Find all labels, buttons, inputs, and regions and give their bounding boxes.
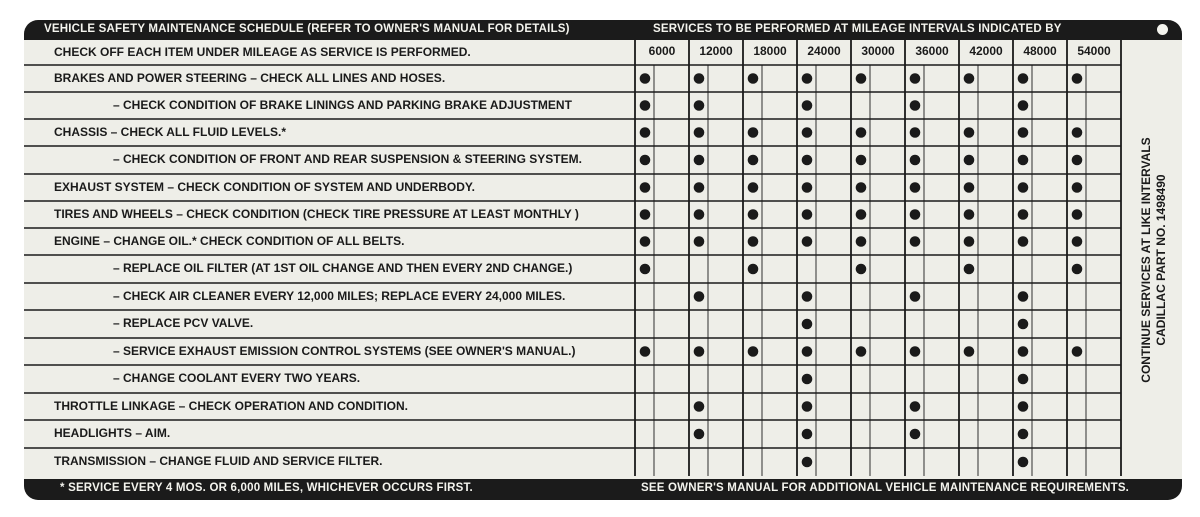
- service-dot-24000: [802, 236, 813, 247]
- service-dot-42000: [964, 155, 975, 166]
- service-dot-54000: [1072, 155, 1083, 166]
- continue-services-text: CONTINUE SERVICES AT LIKE INTERVALS: [1139, 137, 1153, 383]
- intervals-heading: SERVICES TO BE PERFORMED AT MILEAGE INTERVALS INDICATED BY: [653, 23, 1062, 35]
- service-dot-12000: [694, 100, 705, 111]
- service-dot-48000: [1018, 155, 1029, 166]
- service-dot-6000: [640, 346, 651, 357]
- mileage-header-30000: 30000: [861, 44, 895, 58]
- service-dot-18000: [748, 236, 759, 247]
- owners-manual-note: SEE OWNER'S MANUAL FOR ADDITIONAL VEHICLE MAINTENANCE REQUIREMENTS.: [641, 482, 1130, 494]
- service-item-label: HEADLIGHTS – AIM.: [54, 426, 171, 440]
- service-dot-6000: [640, 127, 651, 138]
- mileage-header-12000: 12000: [699, 44, 733, 58]
- service-dot-18000: [748, 182, 759, 193]
- service-dot-36000: [910, 346, 921, 357]
- service-dot-54000: [1072, 346, 1083, 357]
- service-dot-42000: [964, 264, 975, 275]
- service-dot-6000: [640, 236, 651, 247]
- mileage-header-54000: 54000: [1077, 44, 1111, 58]
- service-dot-12000: [694, 236, 705, 247]
- service-dot-54000: [1072, 182, 1083, 193]
- schedule-title: VEHICLE SAFETY MAINTENANCE SCHEDULE (REFER TO OWNER'S MANUAL FOR DETAILS): [44, 23, 570, 35]
- service-item-label: EXHAUST SYSTEM – CHECK CONDITION OF SYSTEM AND UNDERBODY.: [54, 179, 475, 194]
- footer-band: [24, 479, 1182, 500]
- service-dot-24000: [802, 155, 813, 166]
- service-dot-42000: [964, 209, 975, 220]
- service-dot-24000: [802, 291, 813, 302]
- service-dot-36000: [910, 401, 921, 412]
- service-dot-18000: [748, 264, 759, 275]
- service-dot-54000: [1072, 73, 1083, 84]
- service-dot-12000: [694, 73, 705, 84]
- service-dot-18000: [748, 209, 759, 220]
- side-panel: [1127, 44, 1182, 476]
- mileage-header-24000: 24000: [807, 44, 841, 58]
- service-dot-6000: [640, 264, 651, 275]
- service-dot-48000: [1018, 374, 1029, 385]
- service-dot-36000: [910, 429, 921, 440]
- service-dot-36000: [910, 236, 921, 247]
- service-dot-54000: [1072, 127, 1083, 138]
- service-dot-48000: [1018, 73, 1029, 84]
- service-dot-18000: [748, 155, 759, 166]
- footnote-text: * SERVICE EVERY 4 MOS. OR 6,000 MILES, WHICHEVER OCCURS FIRST.: [60, 482, 473, 494]
- service-dot-54000: [1072, 264, 1083, 275]
- service-item-label: CHECK OFF EACH ITEM UNDER MILEAGE AS SERVICE IS PERFORMED.: [54, 44, 471, 59]
- service-dot-12000: [694, 429, 705, 440]
- service-dot-6000: [640, 209, 651, 220]
- service-dot-6000: [640, 73, 651, 84]
- service-dot-18000: [748, 73, 759, 84]
- service-dot-48000: [1018, 127, 1029, 138]
- service-dot-12000: [694, 291, 705, 302]
- service-dot-12000: [694, 209, 705, 220]
- service-dot-42000: [964, 73, 975, 84]
- service-dot-48000: [1018, 236, 1029, 247]
- service-dot-24000: [802, 319, 813, 330]
- service-dot-36000: [910, 73, 921, 84]
- service-dot-30000: [856, 155, 867, 166]
- service-dot-18000: [748, 346, 759, 357]
- service-item-label: CHASSIS – CHECK ALL FLUID LEVELS.*: [54, 124, 287, 139]
- service-dot-48000: [1018, 457, 1029, 468]
- service-dot-12000: [694, 127, 705, 138]
- service-dot-42000: [964, 236, 975, 247]
- service-dot-36000: [910, 155, 921, 166]
- service-dot-12000: [694, 346, 705, 357]
- service-dot-48000: [1018, 100, 1029, 111]
- service-item-label: TRANSMISSION – CHANGE FLUID AND SERVICE FILTER.: [54, 454, 383, 468]
- service-dot-24000: [802, 374, 813, 385]
- service-dot-24000: [802, 73, 813, 84]
- schedule-grid: [24, 20, 1182, 500]
- service-dot-48000: [1018, 346, 1029, 357]
- service-dot-24000: [802, 401, 813, 412]
- service-item-label: TIRES AND WHEELS – CHECK CONDITION (CHECK TIRE PRESSURE AT LEAST MONTHLY ): [54, 206, 579, 221]
- service-item-label: – REPLACE PCV VALVE.: [113, 316, 254, 330]
- service-item-label: – SERVICE EXHAUST EMISSION CONTROL SYSTEMS (SEE OWNER'S MANUAL.): [113, 343, 576, 358]
- mileage-header-36000: 36000: [915, 44, 949, 58]
- service-dot-24000: [802, 182, 813, 193]
- service-dot-6000: [640, 100, 651, 111]
- service-dot-36000: [910, 127, 921, 138]
- service-item-label: ENGINE – CHANGE OIL.* CHECK CONDITION OF ALL BELTS.: [54, 233, 405, 248]
- service-dot-36000: [910, 182, 921, 193]
- service-item-label: – CHANGE COOLANT EVERY TWO YEARS.: [113, 371, 361, 385]
- service-dot-42000: [964, 182, 975, 193]
- service-dot-30000: [856, 209, 867, 220]
- service-dot-24000: [802, 127, 813, 138]
- service-dot-24000: [802, 100, 813, 111]
- service-dot-48000: [1018, 291, 1029, 302]
- service-item-label: – REPLACE OIL FILTER (AT 1ST OIL CHANGE AND THEN EVERY 2ND CHANGE.): [113, 261, 573, 275]
- service-dot-36000: [910, 209, 921, 220]
- service-dot-24000: [802, 429, 813, 440]
- service-item-label: BRAKES AND POWER STEERING – CHECK ALL LINES AND HOSES.: [54, 70, 446, 85]
- service-dot-42000: [964, 127, 975, 138]
- service-dot-24000: [802, 346, 813, 357]
- service-dot-48000: [1018, 209, 1029, 220]
- service-item-label: – CHECK CONDITION OF BRAKE LININGS AND PARKING BRAKE ADJUSTMENT: [113, 97, 572, 112]
- service-dot-30000: [856, 264, 867, 275]
- service-dot-54000: [1072, 209, 1083, 220]
- service-dot-36000: [910, 100, 921, 111]
- service-dot-12000: [694, 182, 705, 193]
- mileage-header-6000: 6000: [648, 44, 676, 58]
- service-dot-30000: [856, 346, 867, 357]
- service-dot-6000: [640, 182, 651, 193]
- service-dot-48000: [1018, 429, 1029, 440]
- part-number-text: CADILLAC PART NO. 1498490: [1154, 174, 1168, 346]
- service-dot-42000: [964, 346, 975, 357]
- service-dot-30000: [856, 182, 867, 193]
- service-dot-48000: [1018, 319, 1029, 330]
- service-dot-12000: [694, 401, 705, 412]
- service-item-label: – CHECK CONDITION OF FRONT AND REAR SUSPENSION & STEERING SYSTEM.: [113, 152, 582, 166]
- service-dot-30000: [856, 236, 867, 247]
- service-dot-48000: [1018, 182, 1029, 193]
- service-item-label: – CHECK AIR CLEANER EVERY 12,000 MILES; REPLACE EVERY 24,000 MILES.: [113, 288, 566, 303]
- service-item-label: THROTTLE LINKAGE – CHECK OPERATION AND CONDITION.: [54, 398, 408, 413]
- service-dot-30000: [856, 127, 867, 138]
- service-dot-12000: [694, 155, 705, 166]
- mileage-header-42000: 42000: [969, 44, 1003, 58]
- maintenance-schedule-card: [24, 20, 1182, 500]
- service-dot-36000: [910, 291, 921, 302]
- service-dot-18000: [748, 127, 759, 138]
- service-dot-54000: [1072, 236, 1083, 247]
- service-dot-48000: [1018, 401, 1029, 412]
- service-dot-24000: [802, 457, 813, 468]
- service-dot-30000: [856, 73, 867, 84]
- service-dot-24000: [802, 209, 813, 220]
- mileage-header-18000: 18000: [753, 44, 787, 58]
- service-dot-6000: [640, 155, 651, 166]
- mileage-header-48000: 48000: [1023, 44, 1057, 58]
